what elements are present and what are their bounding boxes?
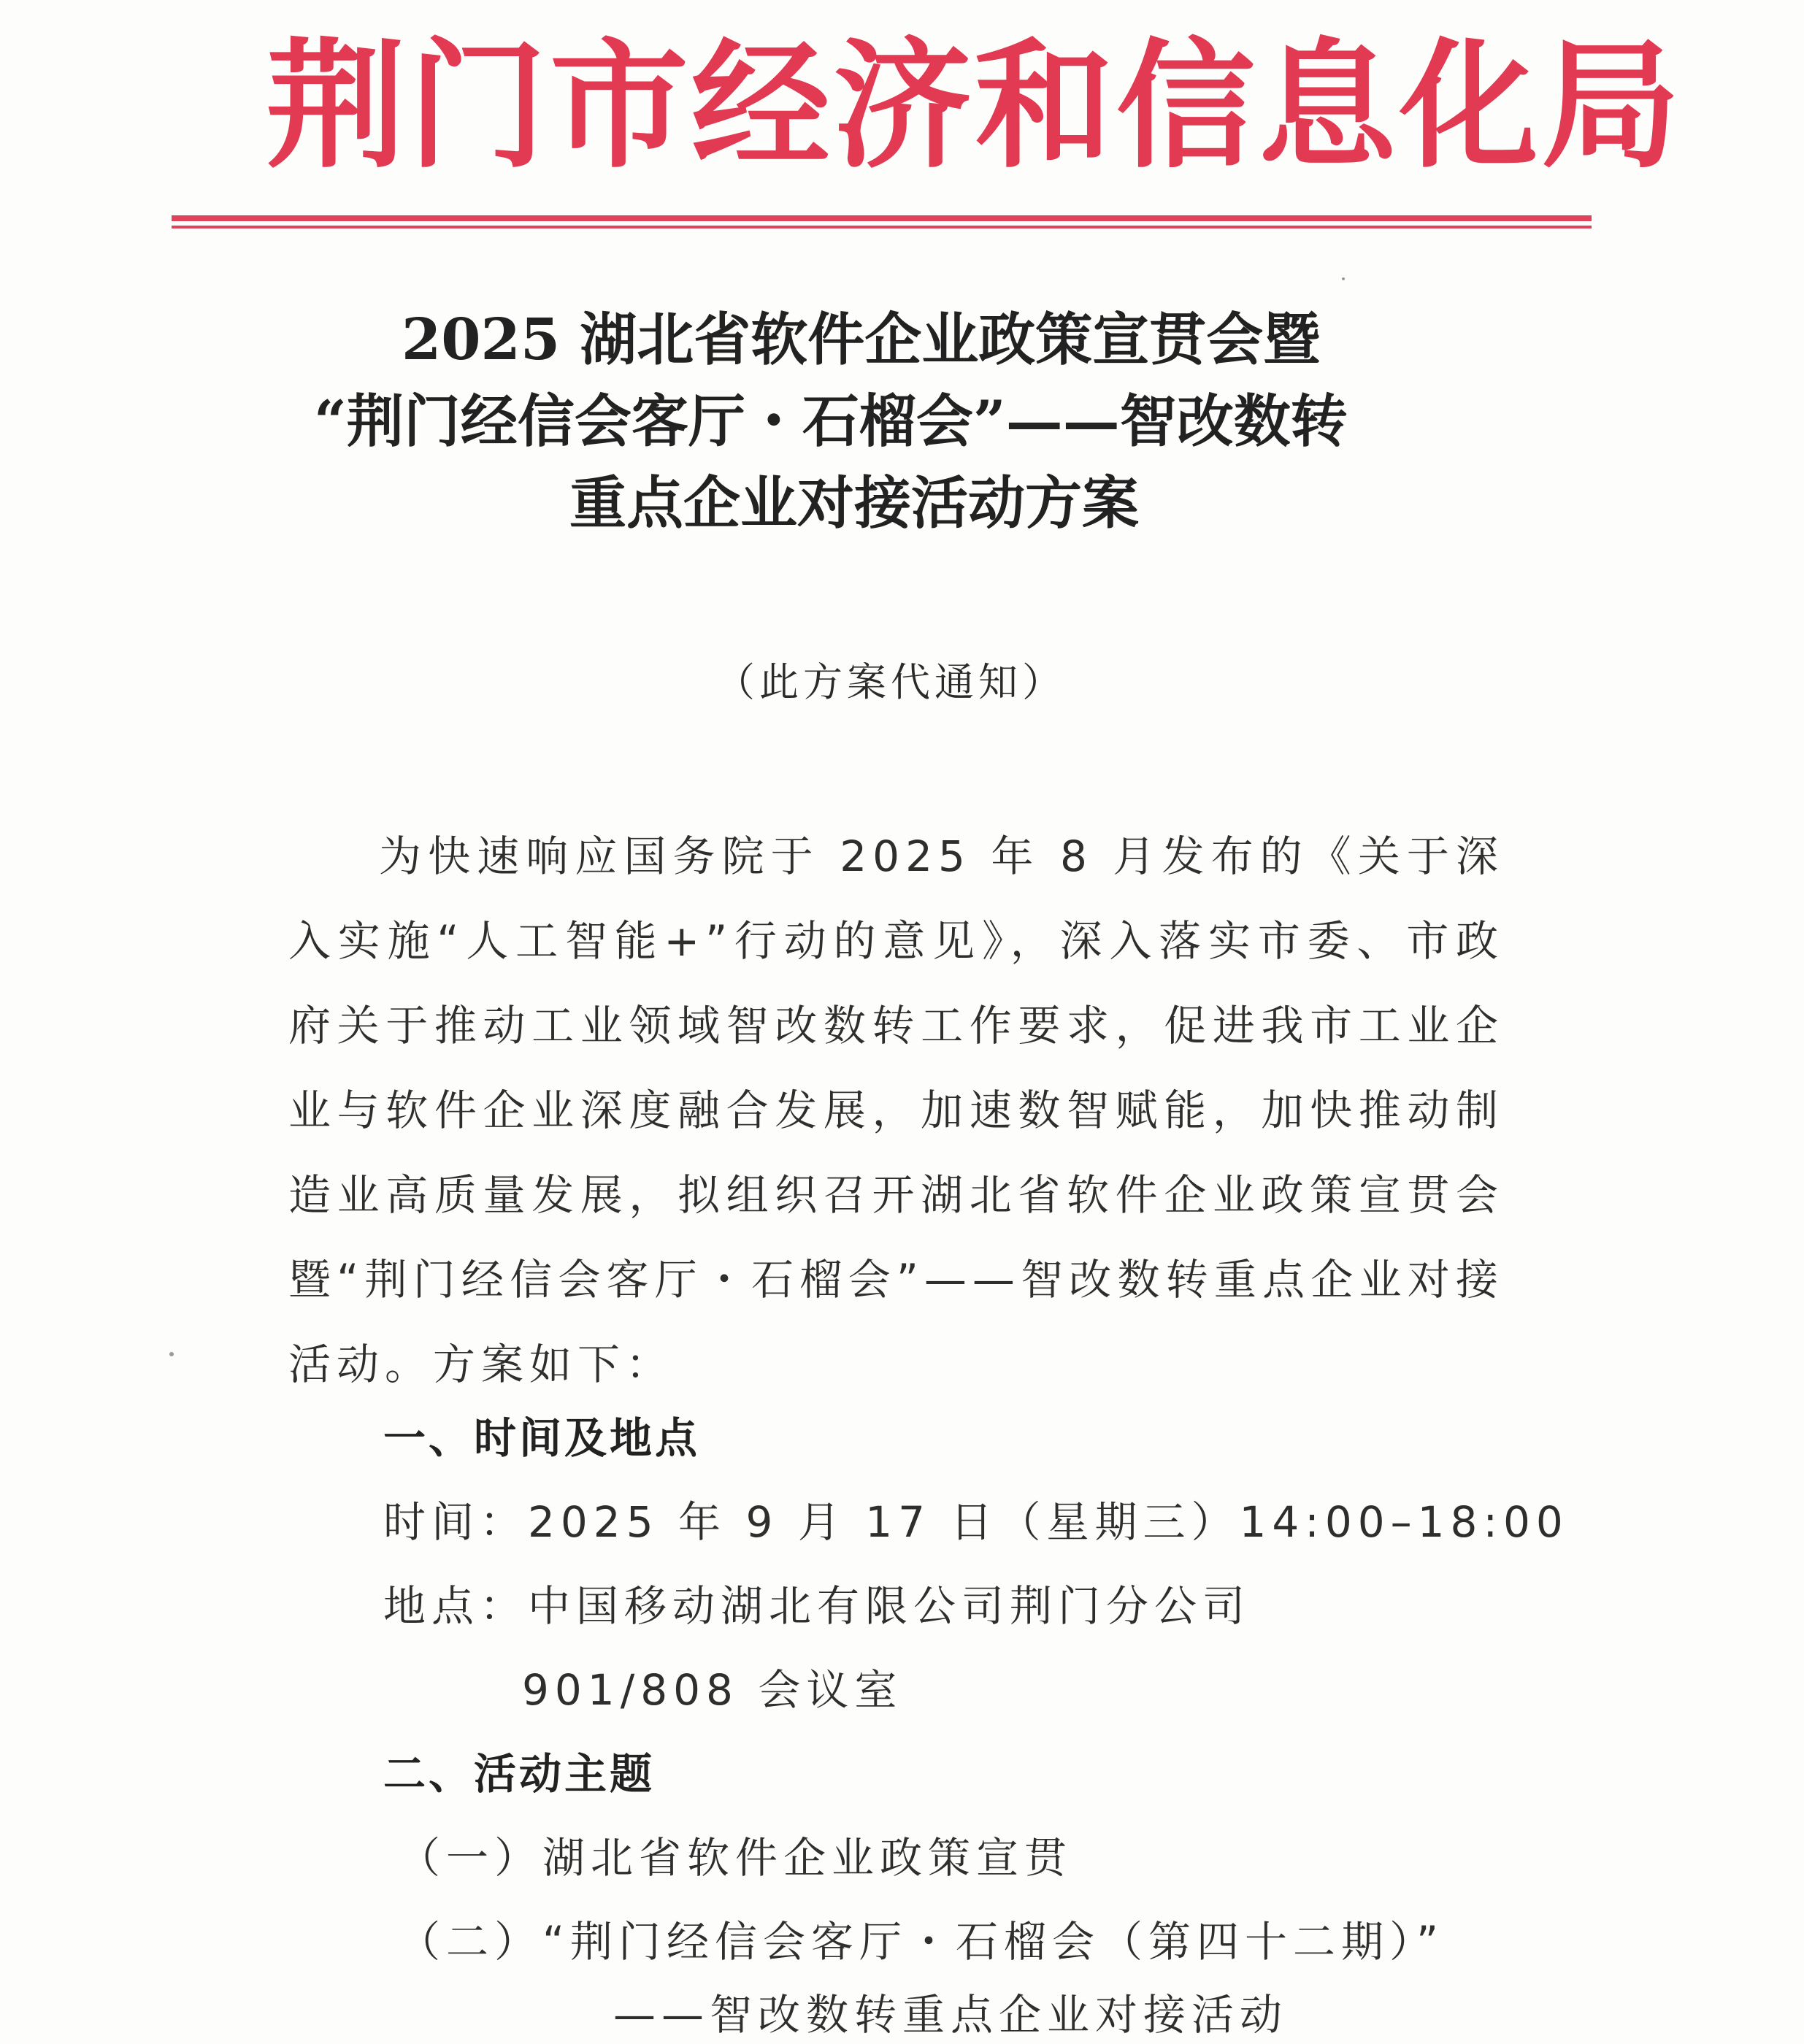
event-location-line-1: 地点：中国移动湖北有限公司荆门分公司: [383, 1581, 1251, 1631]
theme-item-1: （一）湖北省软件企业政策宣贯: [398, 1833, 1073, 1883]
theme-item-2-continued: ——智改数转重点企业对接活动: [613, 1990, 1289, 2040]
document-title: [219, 299, 1570, 545]
scan-speck: [169, 1352, 174, 1356]
letterhead-title: 荆门市经济和信息化局: [266, 24, 1684, 187]
event-time: 时间：2025 年 9 月 17 日（星期三）14:00–18:00: [383, 1497, 1569, 1547]
title-line-2: “荆门经信会客厅・石榴会”——智改数转: [314, 388, 1348, 455]
title-line-3: 重点企业对接活动方案: [569, 470, 1140, 537]
section-2-heading: 二、活动主题: [383, 1749, 656, 1799]
title-line-1: 2025 湖北省软件企业政策宣贯会暨: [402, 307, 1321, 373]
document-subtitle: （此方案代通知）: [715, 659, 1066, 705]
letterhead-red-rule-thick: [172, 215, 1592, 221]
letterhead-red-rule-thin: [172, 226, 1592, 228]
scan-speck: [1342, 277, 1345, 280]
section-1-heading: 一、时间及地点: [383, 1413, 701, 1463]
theme-item-2: （二）“荆门经信会客厅・石榴会（第四十二期）”: [398, 1917, 1445, 1967]
event-location-line-2: 901/808 会议室: [522, 1665, 903, 1715]
intro-paragraph: 为快速响应国务院于 2025 年 8 月发布的《关于深入实施“人工智能+”行动的意见》，深入落实市委、市政府关于推动工业领域智改数转工作要求，促进我市工业企业与软件企业深度融合发展，加速数智赋能，加快推动制造业高质量发展，拟组织召开湖北省软件企业政策宣贯会暨“荆门经信会客厅・石榴会”——智改数转重点企业对接活动。方案如下：: [288, 831, 1504, 1389]
